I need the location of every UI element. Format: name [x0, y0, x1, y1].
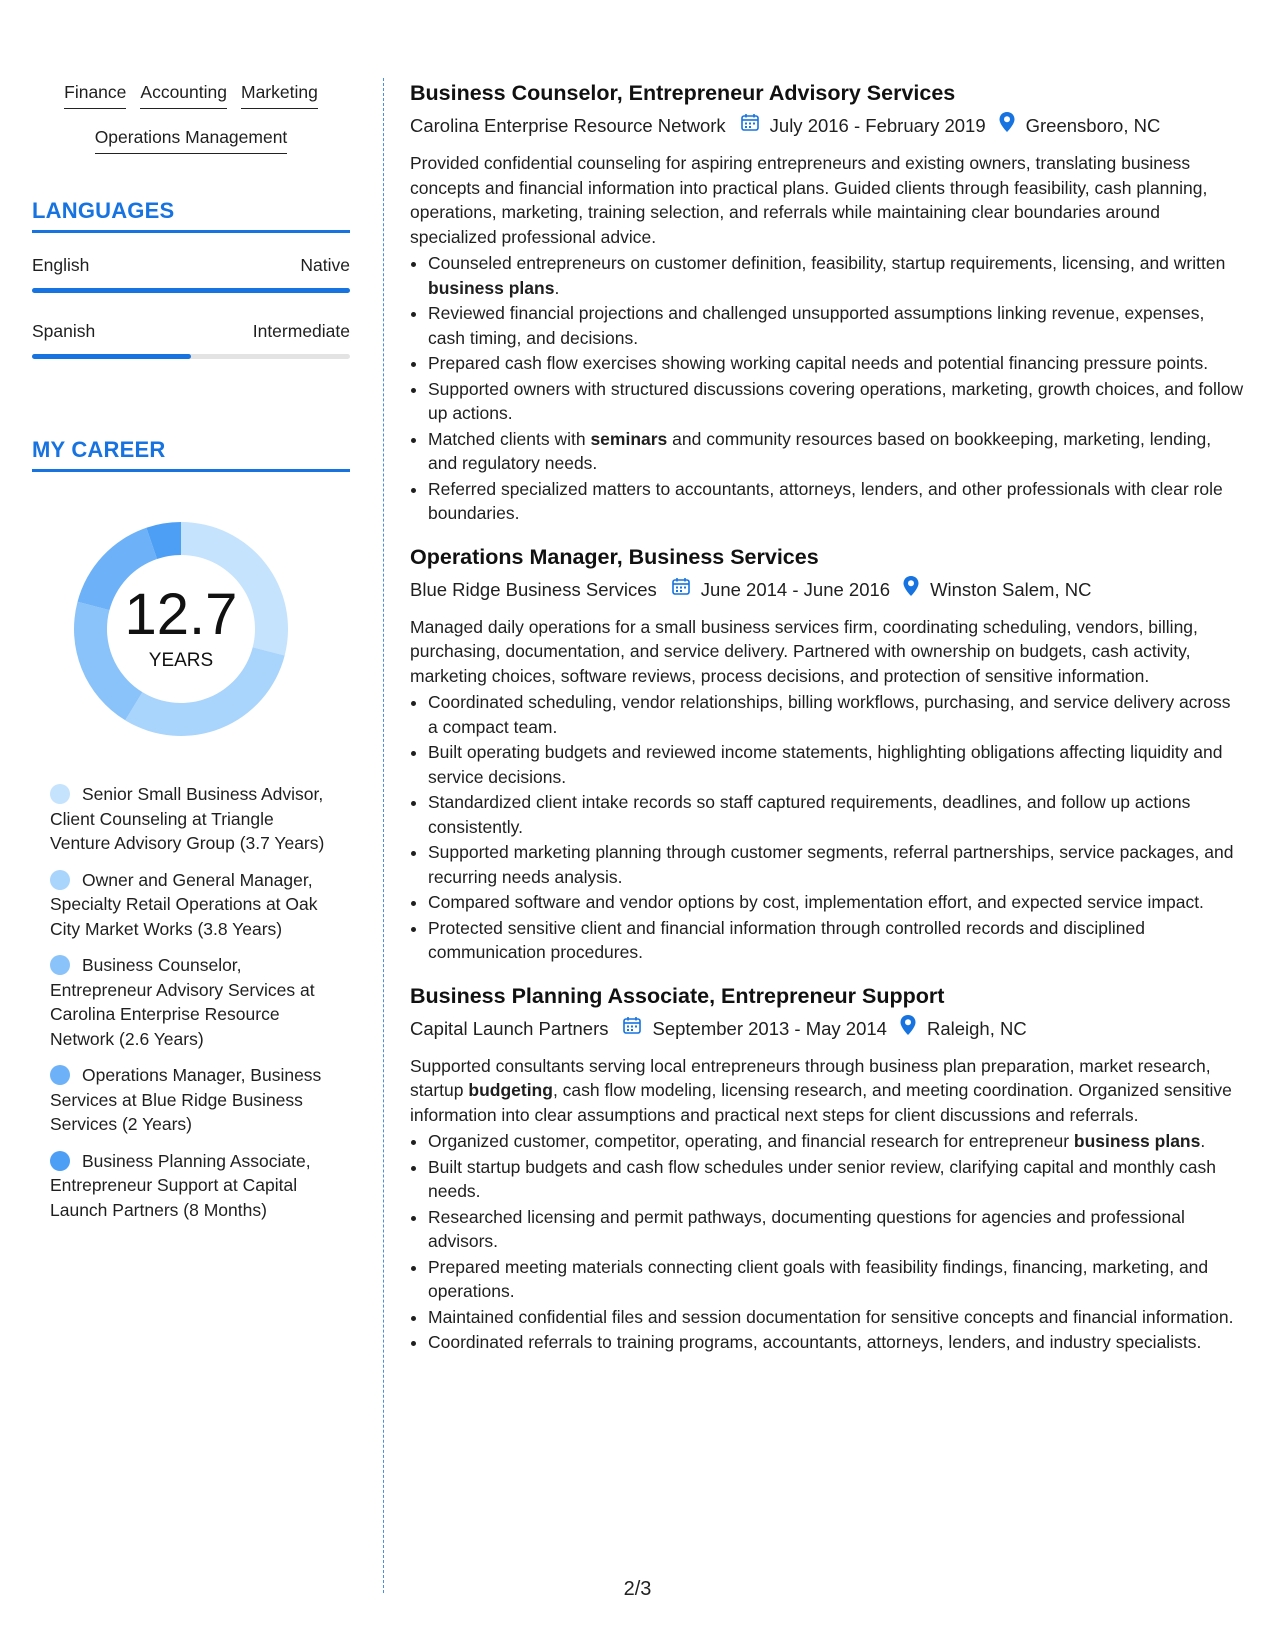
job-bullet [428, 1330, 1245, 1355]
job-title: Operations Manager, Business Services [410, 544, 819, 569]
skill-tag: Finance [64, 78, 126, 109]
legend-dot-icon [50, 870, 70, 890]
job-entry [410, 981, 1245, 1355]
job-bullet [428, 916, 1245, 965]
job-location: Raleigh, NC [926, 1017, 1027, 1039]
bullet-text: Compared software and vendor options by cost, implementation effort, and expected service impact. [428, 892, 1204, 912]
legend-dot-icon [50, 955, 70, 975]
location-pin-icon [998, 111, 1016, 141]
legend-dot-icon [50, 784, 70, 804]
legend-label: Business Planning Associate, Entrepreneur Support at Capital Launch Partners (8 Months) [50, 1150, 311, 1220]
career-legend-item [50, 782, 330, 856]
summary-text: , cash flow modeling, licensing research, and meeting coordination. Organized sensitive information into clear assumptions and practical next steps for client discussions and referrals. [410, 1080, 1232, 1125]
job-location: Winston Salem, NC [930, 578, 1092, 600]
legend-label: Owner and General Manager, Specialty Retail Operations at Oak City Market Works (3.8 Years) [50, 869, 318, 939]
language-proficiency-bar [32, 354, 350, 359]
donut-center [66, 514, 296, 744]
career-total-unit: YEARS [148, 650, 214, 671]
skill-tag: Marketing [241, 78, 318, 109]
language-proficiency-bar [32, 288, 350, 293]
bullet-text: Supported marketing planning through customer segments, referral partnerships, service packages, and recurring needs analysis. [428, 842, 1234, 887]
job-bullet [428, 1155, 1245, 1204]
bullet-bold: seminars [590, 428, 668, 449]
language-item [32, 255, 350, 293]
job-bullet [428, 301, 1245, 350]
job-summary [410, 1054, 1245, 1128]
bullet-text: Coordinated referrals to training programs, accountants, attorneys, lenders, and industry specialists. [428, 1332, 1202, 1352]
career-total-value: 12.7 [124, 582, 238, 647]
location-pin-icon [899, 1014, 917, 1044]
job-bullet [428, 1305, 1245, 1330]
job-meta [410, 575, 1245, 605]
sidebar [32, 78, 350, 1234]
bullet-text: Prepared meeting materials connecting client goals with feasibility findings, financing, marketing, and operations. [428, 1256, 1209, 1301]
language-proficiency-fill [32, 354, 191, 359]
bullet-text: . [1200, 1131, 1206, 1151]
job-bullet [428, 1255, 1245, 1304]
calendar-icon [740, 112, 760, 140]
bullet-text: Counseled entrepreneurs on customer definition, feasibility, startup requirements, licensing, and written [428, 253, 1226, 273]
career-legend-item [50, 1149, 330, 1223]
job-location: Greensboro, NC [1025, 115, 1161, 136]
job-bullet [428, 377, 1245, 426]
bullet-text: Supported owners with structured discussions covering operations, marketing, growth choices, and follow up actions. [428, 378, 1244, 423]
bullet-text: Matched clients with [428, 428, 591, 449]
job-bullet [428, 477, 1245, 526]
job-bullets [410, 1129, 1245, 1355]
location-pin-icon [902, 575, 920, 605]
job-summary: Managed daily operations for a small business services firm, coordinating scheduling, vendors, billing, purchasing, documentation, and service delivery. Partnered with ownership on budgets, cash activity, marketing choices, software reviews, process decisions, and protection of sensitive information. [410, 616, 1198, 686]
legend-label: Operations Manager, Business Services at Blue Ridge Business Services (2 Years) [50, 1065, 322, 1134]
career-legend-item [50, 953, 330, 1051]
language-name: English [32, 255, 90, 275]
job-bullet [428, 790, 1245, 839]
bullet-text: Coordinated scheduling, vendor relationships, billing workflows, purchasing, and service delivery across a compact team. [428, 692, 1231, 737]
summary-bold: budgeting [468, 1080, 553, 1100]
languages-section [32, 198, 350, 359]
job-dates: June 2014 - June 2016 [700, 578, 891, 600]
bullet-text: Referred specialized matters to accountants, attorneys, lenders, and other professionals with clear role boundaries. [428, 478, 1223, 523]
experience-column [410, 78, 1245, 1371]
job-company: Capital Launch Partners [410, 1017, 609, 1039]
language-proficiency-fill [32, 288, 350, 293]
legend-dot-icon [50, 1065, 70, 1085]
bullet-bold: business plans [1073, 1131, 1201, 1151]
legend-label: Senior Small Business Advisor, Client Counseling at Triangle Venture Advisory Group (3.7 Years) [50, 784, 325, 853]
job-bullets [410, 251, 1245, 526]
bullet-text: Protected sensitive client and financial information through controlled records and disciplined communication procedures. [428, 917, 1145, 962]
job-bullets [410, 690, 1245, 965]
bullet-text: Researched licensing and permit pathways, documenting questions for agencies and professional advisors. [428, 1206, 1185, 1251]
bullet-text: Built operating budgets and reviewed income statements, highlighting obligations affecting liquidity and service decisions. [428, 742, 1223, 787]
bullet-text: and community resources based on bookkeeping, marketing, lending, and regulatory needs. [428, 428, 1212, 473]
job-dates: July 2016 - February 2019 [769, 115, 986, 136]
career-section [32, 437, 350, 1222]
job-meta [410, 1014, 1245, 1044]
job-title: Business Counselor, Entrepreneur Advisory Services [410, 81, 956, 105]
language-item [32, 321, 350, 359]
career-legend [32, 782, 350, 1222]
calendar-icon [671, 576, 691, 604]
bullet-text: Standardized client intake records so staff captured requirements, deadlines, and follow up actions consistently. [428, 792, 1191, 837]
job-bullet [428, 427, 1245, 476]
summary-text: Supported consultants serving local entrepreneurs through business plan preparation, market research, startup [410, 1055, 1211, 1100]
job-bullet [428, 890, 1245, 915]
job-entry [410, 78, 1245, 526]
career-donut-chart [66, 514, 296, 744]
skills-list [32, 78, 350, 168]
job-entry [410, 542, 1245, 965]
job-summary: Provided confidential counseling for aspiring entrepreneurs and existing owners, translating business concepts and financial information into practical plans. Guided clients through feasibility, cash planning, operations, marketing, training selection, and referrals while maintaining clear boundaries around specialized professional advice. [410, 153, 1208, 247]
career-legend-item [50, 868, 330, 942]
bullet-text: Maintained confidential files and session documentation for sensitive concepts and financial information. [428, 1306, 1234, 1327]
job-bullet [428, 1205, 1245, 1254]
language-level: Native [300, 255, 350, 275]
language-level: Intermediate [252, 321, 350, 341]
language-name: Spanish [32, 321, 96, 341]
column-divider [383, 78, 384, 1593]
legend-dot-icon [50, 1151, 70, 1171]
job-title: Business Planning Associate, Entrepreneur Support [410, 983, 945, 1008]
bullet-bold: business plans [428, 277, 555, 298]
job-bullet [428, 740, 1245, 789]
bullet-text: . [554, 277, 560, 298]
skill-tag: Operations Management [95, 123, 288, 154]
job-bullet [428, 251, 1245, 300]
legend-label: Business Counselor, Entrepreneur Advisory Services at Carolina Enterprise Resource Network (2.6 Years) [50, 955, 315, 1049]
calendar-icon [622, 1015, 642, 1043]
career-title: MY CAREER [32, 437, 350, 472]
job-dates: September 2013 - May 2014 [652, 1017, 887, 1039]
skill-tag: Accounting [140, 78, 227, 109]
job-bullet [428, 351, 1245, 376]
job-bullet [428, 840, 1245, 889]
job-meta [410, 111, 1245, 141]
career-legend-item [50, 1063, 330, 1137]
bullet-text: Organized customer, competitor, operating, and financial research for entrepreneur [428, 1131, 1074, 1151]
job-bullet [428, 690, 1245, 739]
bullet-text: Reviewed financial projections and challenged unsupported assumptions linking revenue, expenses, cash timing, and decisions. [428, 303, 1205, 348]
job-company: Blue Ridge Business Services [410, 578, 657, 600]
page-number: 2/3 [623, 1578, 652, 1600]
job-company: Carolina Enterprise Resource Network [410, 115, 726, 136]
job-bullet [428, 1129, 1245, 1154]
languages-title: LANGUAGES [32, 198, 350, 233]
bullet-text: Built startup budgets and cash flow schedules under senior review, clarifying capital and monthly cash needs. [428, 1156, 1216, 1201]
bullet-text: Prepared cash flow exercises showing working capital needs and potential financing pressure points. [428, 353, 1209, 373]
